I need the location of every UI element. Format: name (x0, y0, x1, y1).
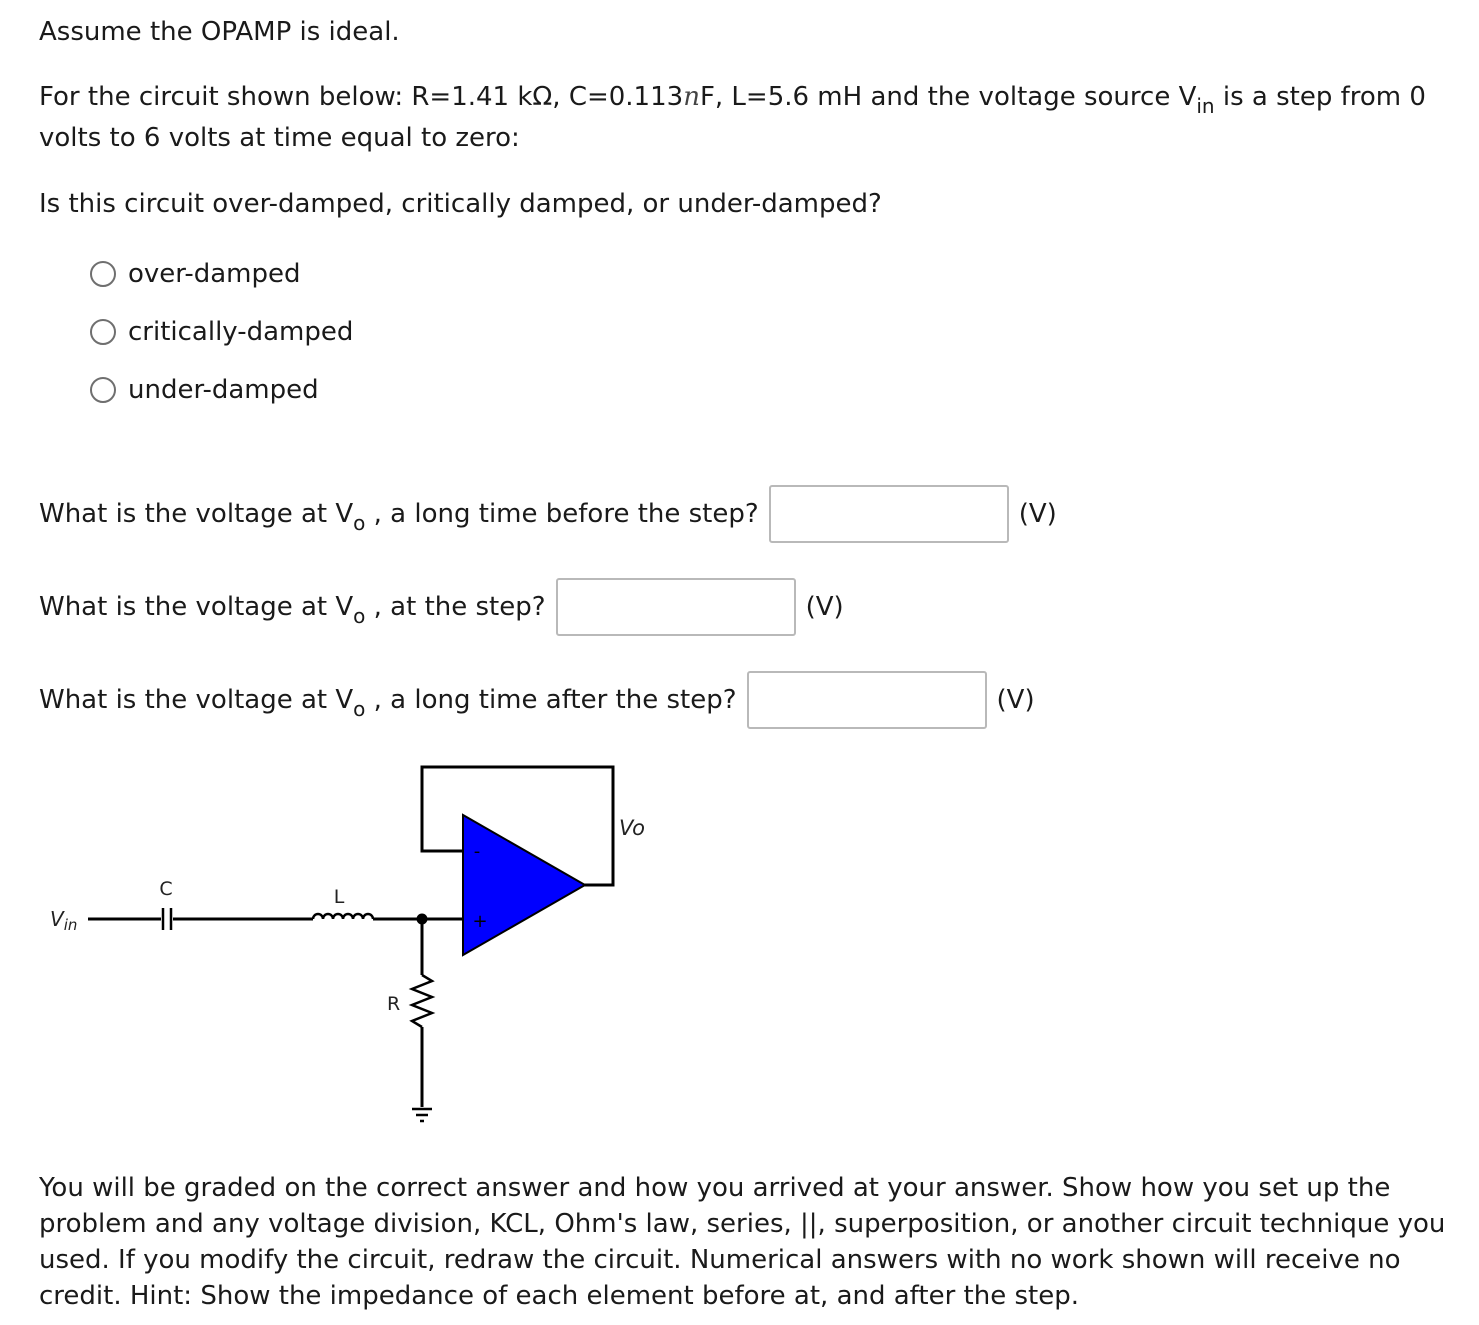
circuit-diagram (30, 760, 670, 1140)
nano-symbol: n (683, 82, 700, 112)
vin-subscript: in (1196, 94, 1215, 118)
question-after-step-pre: What is the voltage at V (39, 685, 354, 715)
question-before-step-pre: What is the voltage at V (39, 499, 354, 529)
inductor-label: L (333, 886, 345, 908)
answer-after-step-input[interactable] (747, 671, 987, 729)
damping-question: Is this circuit over-damped, critically damped, or under-damped? (39, 189, 882, 219)
question-after-step-text (39, 685, 737, 721)
vin-label-main: V (50, 907, 64, 931)
problem-line-1-mid: F, L=5.6 mH and the voltage source V (699, 82, 1197, 112)
radio-under-damped[interactable] (90, 377, 116, 403)
opamp-minus-sign: - (473, 841, 481, 862)
vo-subscript: o (353, 604, 366, 628)
question-after-step-post: , a long time after the step? (365, 685, 737, 715)
unit-after-step: (V) (996, 685, 1035, 715)
option-critically-damped-label: critically-damped (128, 317, 354, 347)
question-at-step-text (39, 592, 546, 628)
problem-line-1-post: is a step from 0 (1214, 82, 1426, 112)
grading-note: You will be graded on the correct answer and how you arrived at your answer. Show how you set up the problem and any voltage division, KCL, Ohm's law, series, ||, superposition, or another circuit technique you used. If you modify the circuit, redraw the circuit. Numerical answers with no work shown will receive no credit. Hint: Show the impedance of each element before at, and after the step. (39, 1173, 1446, 1311)
resistor-label: R (387, 993, 401, 1015)
question-before-step-post: , a long time before the step? (365, 499, 759, 529)
resistor-zigzag (412, 975, 432, 1027)
vin-label-sub: in (63, 916, 78, 934)
inductor-coil (313, 914, 373, 919)
radio-critically-damped[interactable] (90, 319, 116, 345)
question-at-step-post: , at the step? (365, 592, 546, 622)
vo-subscript: o (353, 697, 366, 721)
question-before-step (39, 484, 1057, 544)
junction-dot (417, 914, 428, 925)
option-under-damped-label: under-damped (128, 375, 319, 405)
unit-at-step: (V) (805, 592, 844, 622)
question-after-step (39, 670, 1035, 730)
vo-label: Vo (619, 816, 645, 840)
ground-icon (412, 1109, 432, 1121)
capacitor-label: C (159, 878, 173, 900)
question-at-step (39, 577, 844, 637)
option-critically-damped[interactable] (90, 315, 353, 349)
opamp-triangle (463, 815, 585, 955)
vin-label (50, 907, 77, 934)
problem-line-2: volts to 6 volts at time equal to zero: (39, 123, 520, 153)
opamp-plus-sign: + (472, 911, 488, 932)
intro-text: Assume the OPAMP is ideal. (39, 17, 400, 47)
answer-before-step-input[interactable] (769, 485, 1009, 543)
option-over-damped-label: over-damped (128, 259, 301, 289)
radio-over-damped[interactable] (90, 261, 116, 287)
problem-line-1 (39, 79, 1426, 116)
answer-at-step-input[interactable] (556, 578, 796, 636)
unit-before-step: (V) (1018, 499, 1057, 529)
vo-subscript: o (353, 511, 366, 535)
problem-line-1-pre: For the circuit shown below: R=1.41 kΩ, C=0.113 (39, 82, 684, 112)
option-over-damped[interactable] (90, 257, 300, 291)
question-before-step-text (39, 499, 759, 535)
question-at-step-pre: What is the voltage at V (39, 592, 354, 622)
option-under-damped[interactable] (90, 373, 319, 407)
